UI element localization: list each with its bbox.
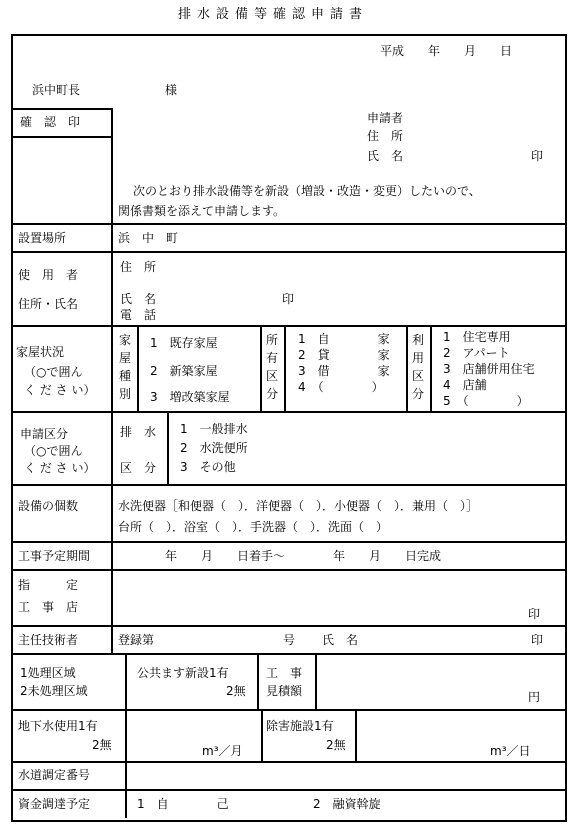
house-label-1: 家屋状況 — [16, 345, 65, 359]
equipment-label: 設備の個数 — [18, 499, 79, 513]
water-number-label: 水道調定番号 — [18, 768, 91, 782]
equipment-line-2[interactable]: 台所（ ）．浴室（ ）．手洗器（ ）．洗面（ ） — [118, 520, 389, 534]
label-column-divider — [111, 223, 113, 653]
user-address-label: 住 所 — [120, 260, 157, 274]
public-basin-no[interactable]: 2無 — [226, 684, 246, 698]
user-label-1: 使 用 者 — [18, 268, 79, 282]
house-type-label: 家 屋 種 別 — [118, 333, 131, 401]
house-type-2[interactable]: 2 新築家屋 — [150, 364, 218, 378]
ownership-4[interactable]: 4 （ ） — [298, 380, 384, 394]
page-title: 排水設備等確認申請書 — [178, 7, 369, 22]
row-line — [11, 761, 565, 763]
fund-label: 資金調達予定 — [18, 797, 91, 811]
statement-line-1: 次のとおり排水設備等を新設（増設・改造・変更）したいので、 — [133, 184, 481, 198]
row-line — [11, 223, 565, 225]
estimate-label-2: 見積額 — [266, 684, 303, 698]
contractor-seal: 印 — [528, 607, 541, 621]
area-option-2[interactable]: 2未処理区域 — [20, 684, 88, 698]
row-line — [11, 251, 565, 253]
row-line — [11, 484, 565, 486]
groundwater-unit: m³／月 — [202, 744, 243, 758]
water-number-field[interactable] — [128, 764, 558, 786]
contractor-label-2: 工 事 店 — [18, 600, 79, 614]
row-line — [11, 789, 565, 791]
usage-2[interactable]: 2 アパート — [443, 346, 510, 360]
groundwater-label[interactable]: 地下水使用1有 — [18, 719, 98, 733]
estimate-divider-left — [257, 653, 259, 709]
drain-type-label-1: 排 水 — [120, 425, 157, 439]
usage-label: 利 用 区 分 — [411, 333, 424, 401]
engineer-seal: 印 — [531, 633, 544, 647]
harm-divider-left — [261, 709, 263, 761]
row-line — [11, 325, 565, 327]
house-type-1[interactable]: 1 既存家屋 — [150, 336, 218, 350]
area-divider — [125, 653, 127, 709]
stamp-box-right — [111, 108, 113, 223]
contractor-field[interactable] — [114, 572, 524, 622]
engineer-registration: 登録第 — [118, 633, 155, 647]
usage-5[interactable]: 5 （ ） — [443, 394, 529, 408]
user-name-label: 氏 名 — [120, 292, 157, 306]
application-label-1: 申請区分 — [20, 427, 69, 441]
user-phone-label: 電 話 — [120, 308, 157, 322]
harm-unit: m³／日 — [490, 744, 531, 758]
drain-option-3[interactable]: 3 その他 — [180, 460, 236, 474]
row-line — [11, 569, 565, 571]
user-seal: 印 — [282, 292, 295, 306]
house-type-3[interactable]: 3 増改築家屋 — [150, 390, 230, 404]
area-option-1[interactable]: 1処理区域 — [20, 666, 76, 680]
label-column-divider-lower — [125, 709, 127, 789]
applicant-name-label: 氏 名 — [367, 149, 404, 163]
engineer-name-label: 氏 名 — [322, 633, 359, 647]
row-line — [11, 653, 565, 655]
location-label: 設置場所 — [18, 231, 67, 245]
schedule-value[interactable]: 年 月 日着手～ 年 月 日完成 — [165, 549, 442, 563]
drain-option-2[interactable]: 2 水洗便所 — [180, 441, 248, 455]
ownership-3[interactable]: 3 借 家 — [298, 364, 390, 378]
drain-option-1[interactable]: 1 一般排水 — [180, 422, 248, 436]
usage-divider-left — [406, 325, 408, 411]
drain-type-divider — [167, 411, 169, 484]
honorific: 様 — [165, 83, 178, 97]
ownership-2[interactable]: 2 貸 家 — [298, 348, 390, 362]
row-line — [11, 541, 565, 543]
user-info-field[interactable] — [165, 255, 555, 321]
applicant-label: 申請者 — [367, 111, 404, 125]
usage-1[interactable]: 1 住宅専用 — [443, 330, 511, 344]
application-label-3: く だ さ い） — [24, 461, 96, 475]
location-value[interactable]: 浜 中 町 — [118, 231, 179, 245]
ownership-divider-left — [260, 325, 262, 411]
contractor-label-1: 指 定 — [18, 578, 79, 592]
row-line — [11, 625, 565, 627]
confirm-stamp-label: 確 認 印 — [20, 115, 81, 129]
public-basin-label[interactable]: 公共ます新設1有 — [137, 666, 229, 680]
house-type-divider — [137, 325, 139, 411]
engineer-number-suffix: 号 — [283, 633, 296, 647]
house-label-3: く だ さ い） — [24, 383, 96, 397]
application-label-2: （○で囲ん — [24, 444, 83, 458]
stamp-box-top — [11, 108, 111, 110]
applicant-seal: 印 — [531, 149, 544, 163]
schedule-label: 工事予定期間 — [18, 549, 91, 563]
engineer-label: 主任技術者 — [18, 633, 79, 647]
applicant-address-label: 住 所 — [367, 129, 404, 143]
user-label-2: 住所・氏名 — [18, 297, 79, 311]
date-line[interactable]: 平成 年 月 日 — [380, 44, 513, 58]
addressee: 浜中町長 — [32, 83, 81, 97]
house-label-2: （○で囲ん — [24, 365, 83, 379]
fund-option-2[interactable]: 2 融資斡旋 — [313, 797, 381, 811]
estimate-unit: 円 — [528, 690, 541, 704]
usage-3[interactable]: 3 店舗併用住宅 — [443, 362, 535, 376]
label-column-divider-fund — [125, 789, 127, 818]
harm-divider-right — [355, 709, 357, 761]
estimate-label-1: 工 事 — [266, 666, 303, 680]
estimate-divider-right — [315, 653, 317, 709]
ownership-1[interactable]: 1 自 家 — [298, 332, 390, 346]
equipment-line-1[interactable]: 水洗便器［和便器（ ）．洋便器（ ）．小便器（ ）．兼用（ ）］ — [118, 499, 479, 513]
ownership-label: 所 有 区 分 — [265, 333, 278, 401]
usage-divider-right — [430, 325, 432, 411]
harm-no[interactable]: 2無 — [326, 738, 346, 752]
harm-label[interactable]: 除害施設1有 — [266, 719, 334, 733]
usage-4[interactable]: 4 店舗 — [443, 378, 487, 392]
statement-line-2: 関係書類を添えて申請します。 — [118, 204, 286, 218]
drain-type-label-2: 区 分 — [120, 461, 157, 475]
row-line — [11, 411, 565, 413]
groundwater-no[interactable]: 2無 — [92, 738, 112, 752]
fund-option-1[interactable]: 1 自 己 — [137, 797, 229, 811]
confirm-stamp-area[interactable] — [13, 138, 111, 222]
ownership-divider-right — [284, 325, 286, 411]
row-line — [11, 709, 565, 711]
